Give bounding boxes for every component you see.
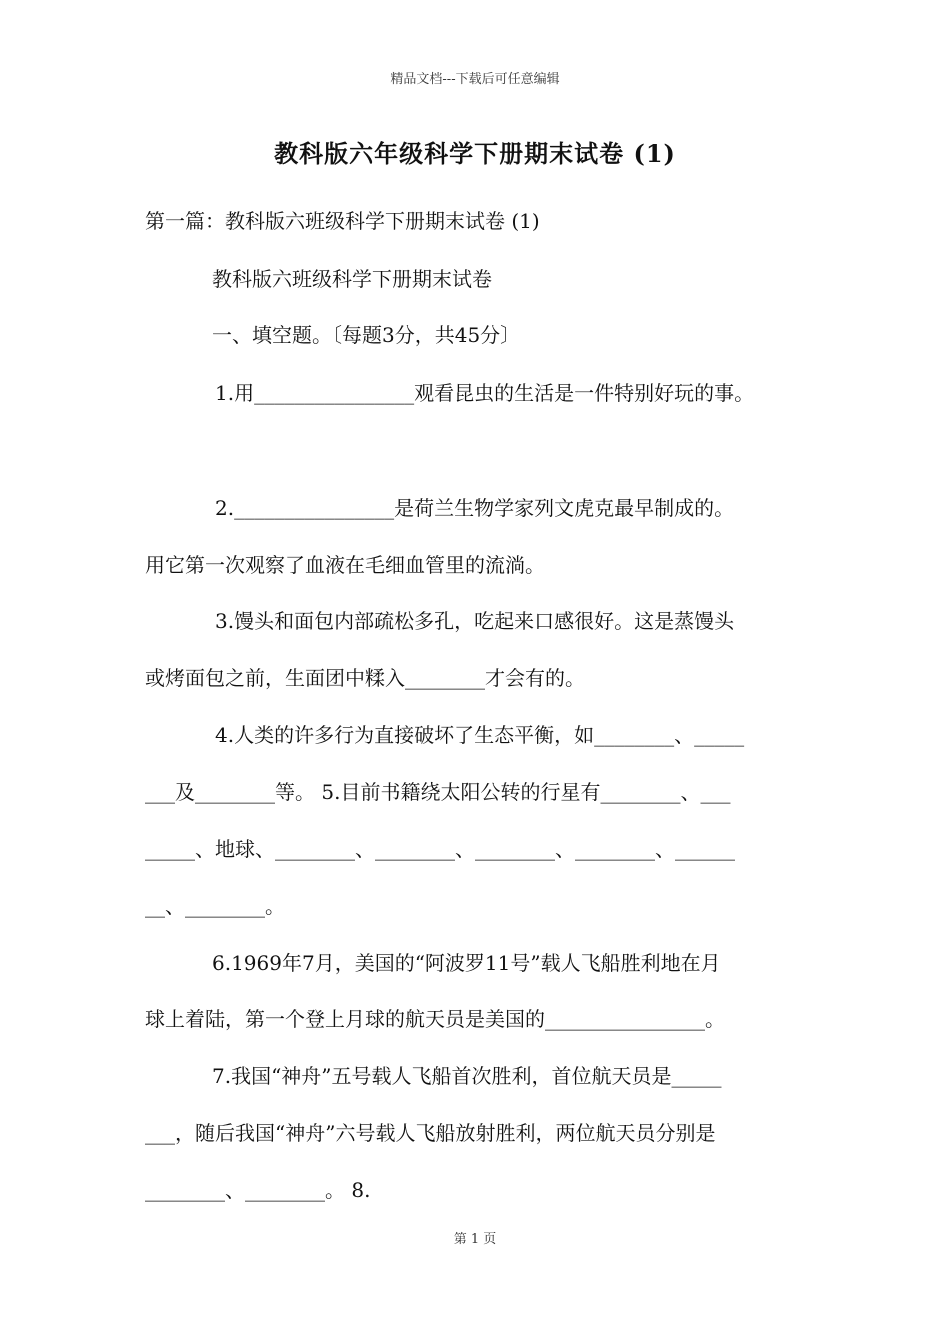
question-6-line-1: 6.1969年7月，美国的“阿波罗11号”载人飞船胜利地在月 — [212, 951, 721, 975]
document-title: 教科版六年级科学下册期末试卷 (1) — [274, 139, 676, 168]
question-4-5-line: ___及________等。 5.目前书籍绕太阳公转的行星有________、___ — [145, 780, 731, 804]
section-heading: 第一篇：教科版六班级科学下册期末试卷 (1) — [145, 209, 540, 233]
question-2-line-1: 2.________________是荷兰生物学家列文虎克最早制成的。 — [215, 496, 735, 520]
header-note: 精品文档---下载后可任意编辑 — [390, 72, 560, 87]
question-5-line-3: __、________。 — [145, 894, 285, 918]
question-7-8-line: ________、________。 8. — [145, 1178, 371, 1202]
question-1: 1.用________________观看昆虫的生活是一件特别好玩的事。 — [215, 381, 755, 405]
question-7-line-1: 7.我国“神舟”五号载人飞船首次胜利，首位航天员是_____ — [212, 1064, 722, 1088]
question-3-line-1: 3.馒头和面包内部疏松多孔，吃起来口感很好。这是蒸馒头 — [215, 609, 735, 633]
subtitle: 教科版六班级科学下册期末试卷 — [212, 267, 492, 291]
question-6-line-2: 球上着陆，第一个登上月球的航天员是美国的________________。 — [145, 1007, 725, 1031]
question-5-line-2: _____、地球、________、________、________、________、______ — [145, 837, 735, 861]
question-4-line-1: 4.人类的许多行为直接破坏了生态平衡，如________、_____ — [215, 723, 745, 747]
question-2-line-2: 用它第一次观察了血液在毛细血管里的流淌。 — [145, 553, 545, 577]
question-section-header: 一、填空题。〔每题3分，共45分〕 — [212, 323, 521, 347]
page-number: 第 1 页 — [453, 1232, 497, 1247]
question-7-line-2: ___，随后我国“神舟”六号载人飞船放射胜利，两位航天员分别是 — [145, 1121, 716, 1145]
question-3-line-2: 或烤面包之前，生面团中糅入________才会有的。 — [145, 666, 585, 690]
